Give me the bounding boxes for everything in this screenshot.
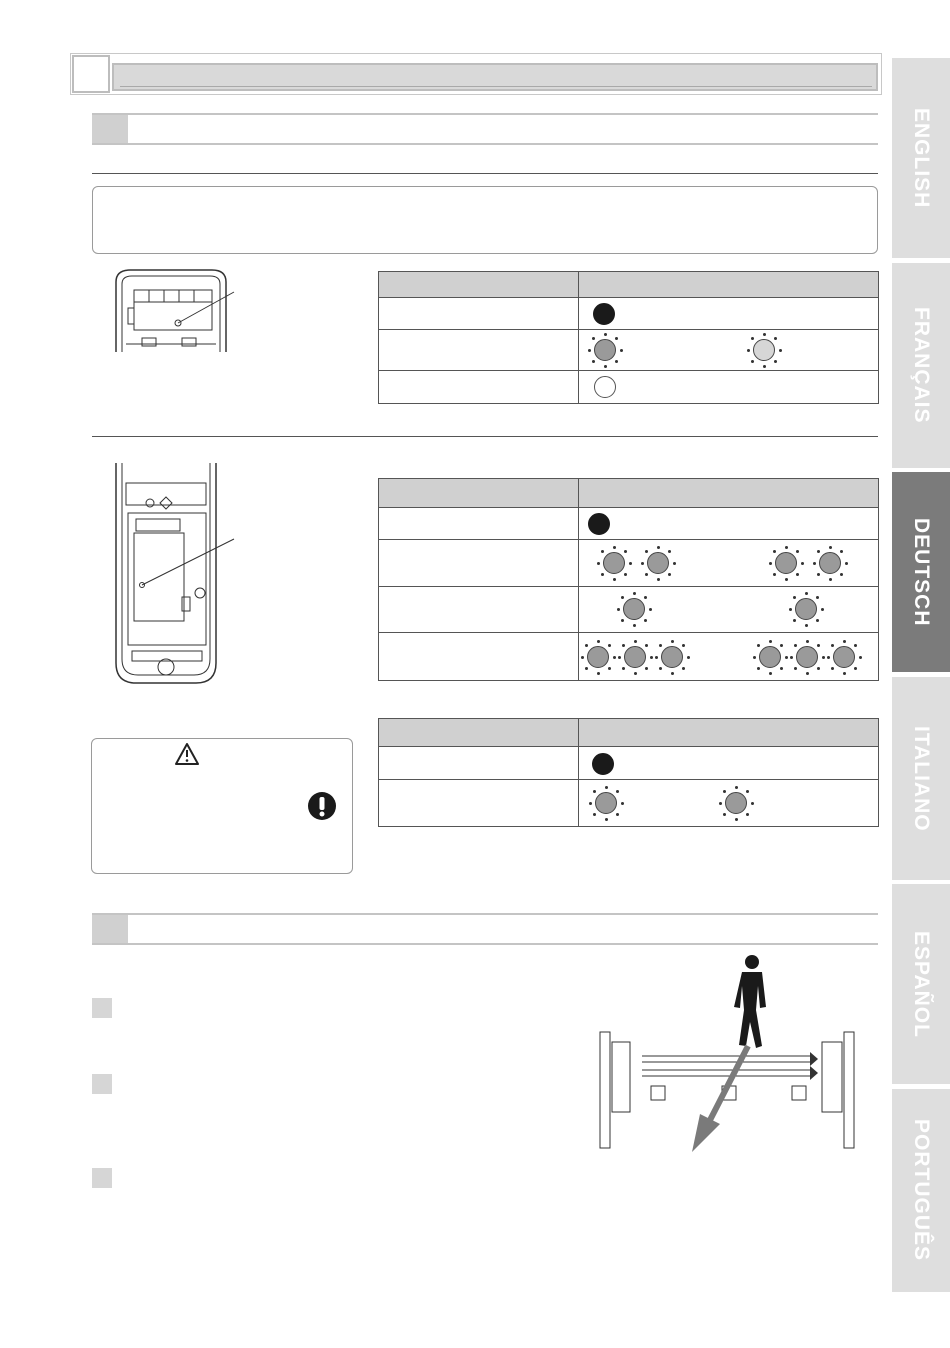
blink-ray bbox=[655, 656, 658, 659]
blink-ray bbox=[789, 608, 792, 611]
blink-ray bbox=[585, 667, 588, 670]
blink-ray bbox=[780, 667, 783, 670]
blink-ray bbox=[774, 337, 777, 340]
blink-ray bbox=[859, 656, 862, 659]
blink-ray bbox=[785, 546, 788, 549]
blink-ray bbox=[769, 562, 772, 565]
section-2-top-line bbox=[92, 913, 878, 915]
transmitter-device-illustration bbox=[112, 463, 242, 685]
blink-ray bbox=[659, 644, 662, 647]
tab-francais[interactable] bbox=[892, 263, 950, 468]
blink-ray bbox=[840, 573, 843, 576]
blink-ray bbox=[608, 667, 611, 670]
led-blink-icon bbox=[603, 552, 625, 574]
blink-ray bbox=[682, 644, 685, 647]
blink-ray bbox=[608, 644, 611, 647]
blink-ray bbox=[622, 644, 625, 647]
led-on-icon bbox=[592, 753, 614, 775]
blink-ray bbox=[613, 578, 616, 581]
blink-ray bbox=[616, 813, 619, 816]
blink-ray bbox=[621, 596, 624, 599]
blink-ray bbox=[757, 667, 760, 670]
blink-ray bbox=[746, 813, 749, 816]
blink-ray bbox=[621, 802, 624, 805]
tab-espanol[interactable] bbox=[892, 884, 950, 1084]
blink-ray bbox=[785, 656, 788, 659]
beam-walk-test-illustration bbox=[596, 952, 860, 1162]
blink-ray bbox=[735, 818, 738, 821]
blink-ray bbox=[779, 349, 782, 352]
blink-ray bbox=[624, 573, 627, 576]
blink-ray bbox=[601, 550, 604, 553]
blink-ray bbox=[805, 624, 808, 627]
blink-ray bbox=[751, 337, 754, 340]
blink-ray bbox=[604, 365, 607, 368]
blink-ray bbox=[794, 644, 797, 647]
subsection-rule-1 bbox=[92, 173, 878, 174]
blink-ray bbox=[780, 644, 783, 647]
tab-italiano-label: ITALIANO bbox=[910, 725, 933, 832]
blink-ray bbox=[581, 656, 584, 659]
blink-ray bbox=[668, 550, 671, 553]
subsection-rule-2 bbox=[92, 436, 878, 437]
blink-ray bbox=[769, 672, 772, 675]
tab-francais-label: FRANÇAIS bbox=[910, 307, 933, 424]
blink-ray bbox=[613, 546, 616, 549]
blink-ray bbox=[617, 608, 620, 611]
blink-ray bbox=[616, 790, 619, 793]
blink-ray bbox=[763, 365, 766, 368]
led-table-1 bbox=[378, 271, 879, 404]
tab-deutsch[interactable] bbox=[892, 472, 950, 672]
blink-ray bbox=[620, 349, 623, 352]
blink-ray bbox=[773, 573, 776, 576]
blink-ray bbox=[645, 644, 648, 647]
blink-ray bbox=[753, 656, 756, 659]
led-blink-icon bbox=[796, 646, 818, 668]
blink-ray bbox=[633, 624, 636, 627]
blink-ray bbox=[840, 550, 843, 553]
blink-ray bbox=[817, 667, 820, 670]
exclamation-circle-icon bbox=[307, 791, 337, 821]
blink-ray bbox=[845, 562, 848, 565]
blink-ray bbox=[668, 573, 671, 576]
blink-ray bbox=[813, 562, 816, 565]
led-off-icon bbox=[594, 376, 616, 398]
blink-ray bbox=[751, 802, 754, 805]
chapter-number-box bbox=[72, 55, 110, 93]
blink-ray bbox=[719, 802, 722, 805]
blink-ray bbox=[790, 656, 793, 659]
blink-ray bbox=[817, 550, 820, 553]
led-blink-icon bbox=[594, 339, 616, 361]
chapter-title-underline bbox=[120, 86, 872, 87]
led-table-2 bbox=[378, 478, 879, 681]
blink-ray bbox=[793, 619, 796, 622]
blink-ray bbox=[806, 672, 809, 675]
walking-person-icon bbox=[734, 955, 766, 1048]
blink-ray bbox=[593, 790, 596, 793]
blink-ray bbox=[649, 608, 652, 611]
tab-english[interactable] bbox=[892, 58, 950, 258]
led-blink-icon bbox=[647, 552, 669, 574]
blink-ray bbox=[854, 644, 857, 647]
blink-ray bbox=[615, 360, 618, 363]
blink-ray bbox=[673, 562, 676, 565]
led-blink-icon bbox=[833, 646, 855, 668]
blink-ray bbox=[618, 656, 621, 659]
blink-ray bbox=[774, 360, 777, 363]
blink-ray bbox=[589, 802, 592, 805]
blink-ray bbox=[806, 640, 809, 643]
blink-ray bbox=[597, 562, 600, 565]
blink-ray bbox=[723, 790, 726, 793]
blink-ray bbox=[687, 656, 690, 659]
blink-ray bbox=[796, 573, 799, 576]
blink-ray bbox=[622, 667, 625, 670]
blink-ray bbox=[645, 550, 648, 553]
blink-ray bbox=[645, 573, 648, 576]
led-blink-light-icon bbox=[753, 339, 775, 361]
blink-ray bbox=[843, 640, 846, 643]
led-blink-icon bbox=[775, 552, 797, 574]
led-blink-icon bbox=[661, 646, 683, 668]
blink-ray bbox=[597, 640, 600, 643]
blink-ray bbox=[829, 578, 832, 581]
note-box bbox=[92, 186, 878, 254]
blink-ray bbox=[657, 546, 660, 549]
blink-ray bbox=[634, 640, 637, 643]
blink-ray bbox=[831, 644, 834, 647]
blink-ray bbox=[821, 608, 824, 611]
blink-ray bbox=[621, 619, 624, 622]
blink-ray bbox=[801, 562, 804, 565]
tab-espanol-label: ESPAÑOL bbox=[910, 930, 933, 1038]
blink-ray bbox=[657, 578, 660, 581]
blink-ray bbox=[796, 550, 799, 553]
section-2-number-box bbox=[92, 915, 128, 943]
blink-ray bbox=[827, 656, 830, 659]
step-1-box bbox=[92, 998, 112, 1018]
tab-italiano[interactable] bbox=[892, 677, 950, 880]
warning-triangle-icon bbox=[174, 742, 200, 766]
blink-ray bbox=[829, 546, 832, 549]
blink-ray bbox=[633, 592, 636, 595]
blink-ray bbox=[605, 786, 608, 789]
blink-ray bbox=[785, 578, 788, 581]
blink-ray bbox=[644, 596, 647, 599]
step-3-box bbox=[92, 1168, 112, 1188]
blink-ray bbox=[592, 360, 595, 363]
led-blink-icon bbox=[595, 792, 617, 814]
led-blink-icon bbox=[623, 598, 645, 620]
led-table-3 bbox=[378, 718, 879, 827]
blink-ray bbox=[629, 562, 632, 565]
blink-ray bbox=[588, 349, 591, 352]
blink-ray bbox=[671, 640, 674, 643]
blink-ray bbox=[682, 667, 685, 670]
led-on-icon bbox=[588, 513, 610, 535]
blink-ray bbox=[843, 672, 846, 675]
section-2-bottom-line bbox=[92, 943, 878, 945]
blink-ray bbox=[854, 667, 857, 670]
blink-ray bbox=[615, 337, 618, 340]
blink-ray bbox=[805, 592, 808, 595]
blink-ray bbox=[624, 550, 627, 553]
blink-ray bbox=[641, 562, 644, 565]
blink-ray bbox=[650, 656, 653, 659]
blink-ray bbox=[747, 349, 750, 352]
tab-english-label: ENGLISH bbox=[910, 107, 933, 209]
led-blink-icon bbox=[795, 598, 817, 620]
blink-ray bbox=[604, 333, 607, 336]
blink-ray bbox=[613, 656, 616, 659]
blink-ray bbox=[794, 667, 797, 670]
tab-portugues-label: PORTUGUÊS bbox=[910, 1119, 933, 1262]
led-blink-icon bbox=[759, 646, 781, 668]
step-2-box bbox=[92, 1074, 112, 1094]
blink-ray bbox=[831, 667, 834, 670]
blink-ray bbox=[746, 790, 749, 793]
led-blink-icon bbox=[725, 792, 747, 814]
section-1-number-box bbox=[92, 115, 128, 143]
blink-ray bbox=[793, 596, 796, 599]
blink-ray bbox=[592, 337, 595, 340]
blink-ray bbox=[816, 619, 819, 622]
blink-ray bbox=[723, 813, 726, 816]
blink-ray bbox=[659, 667, 662, 670]
led-blink-icon bbox=[624, 646, 646, 668]
led-on-icon bbox=[593, 303, 615, 325]
receiver-device-illustration bbox=[112, 268, 242, 352]
blink-ray bbox=[644, 619, 647, 622]
blink-ray bbox=[817, 644, 820, 647]
tab-deutsch-label: DEUTSCH bbox=[910, 517, 933, 627]
led-blink-icon bbox=[819, 552, 841, 574]
blink-ray bbox=[645, 667, 648, 670]
section-1-bottom-line bbox=[92, 143, 878, 145]
blink-ray bbox=[597, 672, 600, 675]
blink-ray bbox=[816, 596, 819, 599]
blink-ray bbox=[671, 672, 674, 675]
blink-ray bbox=[773, 550, 776, 553]
led-blink-icon bbox=[587, 646, 609, 668]
blink-ray bbox=[634, 672, 637, 675]
section-1-top-line bbox=[92, 113, 878, 115]
blink-ray bbox=[763, 333, 766, 336]
blink-ray bbox=[751, 360, 754, 363]
blink-ray bbox=[822, 656, 825, 659]
blink-ray bbox=[593, 813, 596, 816]
blink-ray bbox=[757, 644, 760, 647]
blink-ray bbox=[605, 818, 608, 821]
blink-ray bbox=[817, 573, 820, 576]
tab-portugues[interactable] bbox=[892, 1089, 950, 1292]
blink-ray bbox=[601, 573, 604, 576]
blink-ray bbox=[735, 786, 738, 789]
blink-ray bbox=[585, 644, 588, 647]
blink-ray bbox=[769, 640, 772, 643]
